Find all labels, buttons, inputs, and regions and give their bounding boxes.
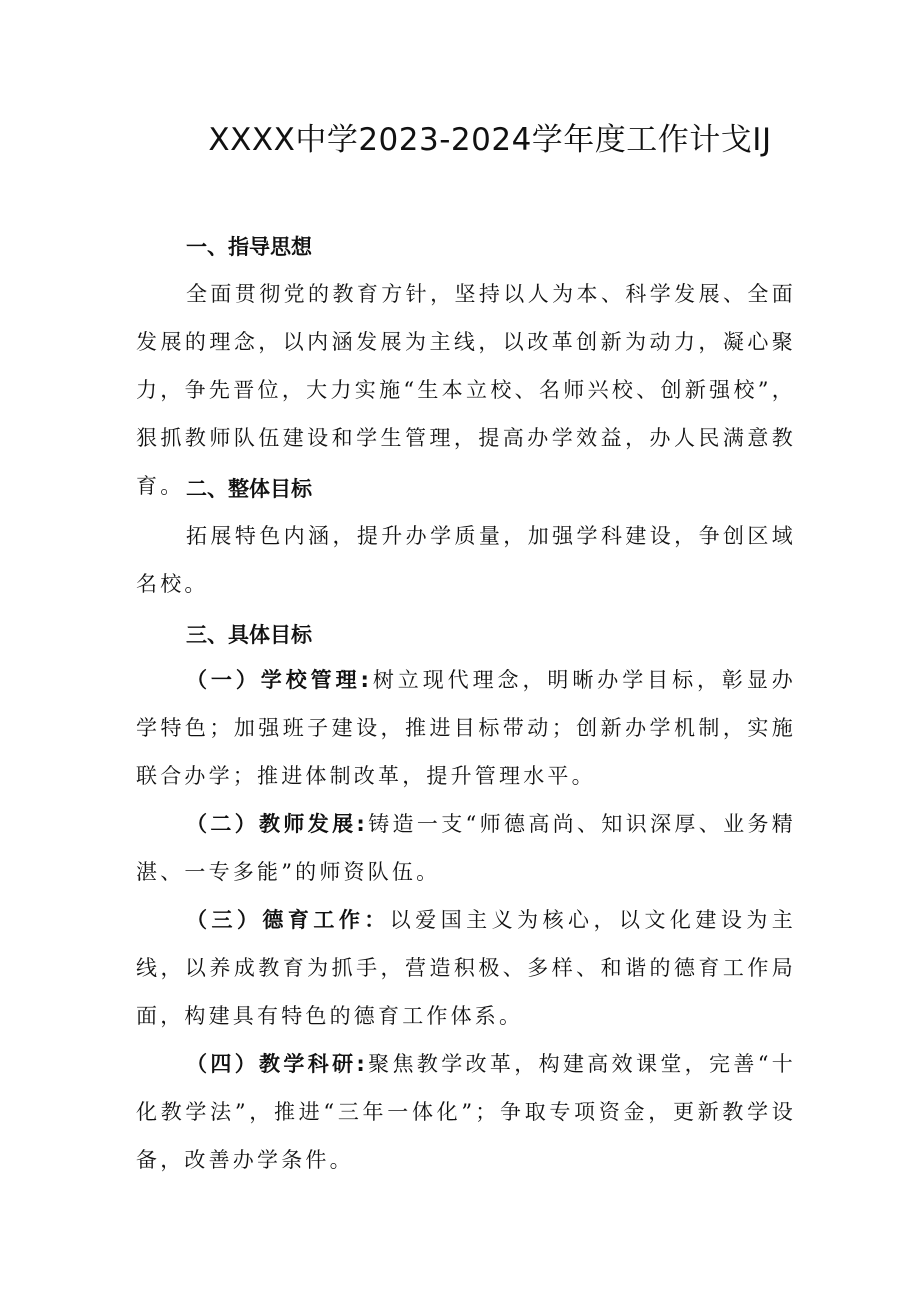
item-label: （一）学校管理: [186,668,373,692]
item-teacher-development [136,800,796,896]
item-text: 聚焦教学改革，构建高效课堂，完善“十化教学法”，推进“三年一体化”；争取专项资金，更新教学设备，改善办学条件。 [136,1052,796,1172]
section-text-overall-goal: 拓展特色内涵，提升办学质量，加强学科建设，争创区域名校。 [136,524,796,596]
section-heading-specific-goals: 三、具体目标 [186,623,312,647]
item-school-management [136,656,796,800]
section-heading-guiding-ideology: 一、指导思想 [186,235,312,259]
section-text-guiding-ideology: 全面贯彻党的教育方针，坚持以人为本、科学发展、全面发展的理念，以内涵发展为主线，以改革创新为动力，凝心聚力，争先晋位，大力实施“生本立校、名师兴校、创新强校”，狠抓教师队伍建设和学生管理，提高办学效益，办人民满意教育。 [136,282,796,498]
document-title [0,118,920,162]
document-title-text: XXXX中学2023-2024学年度工作计戈IJ [208,122,772,158]
item-label: （三）德育工作： [186,908,390,932]
item-text: 铸造一支“师德高尚、知识深厚、业务精湛、一专多能”的师资队伍。 [136,812,796,884]
item-moral-education [136,896,796,1040]
item-text: 树立现代理念，明晰办学目标，彰显办学特色；加强班子建设，推进目标带动；创新办学机制，实施联合办学；推进体制改革，提升管理水平。 [136,668,797,788]
item-label: （二）教师发展: [186,812,369,836]
section-heading-overall-goal: 二、整体目标 [186,477,312,501]
item-teaching-research [136,1040,796,1184]
item-label: （四）教学科研: [186,1052,369,1076]
item-text: 以爱国主义为核心，以文化建设为主线，以养成教育为抓手，营造积极、多样、和谐的德育工作局面，构建具有特色的德育工作体系。 [136,908,796,1028]
